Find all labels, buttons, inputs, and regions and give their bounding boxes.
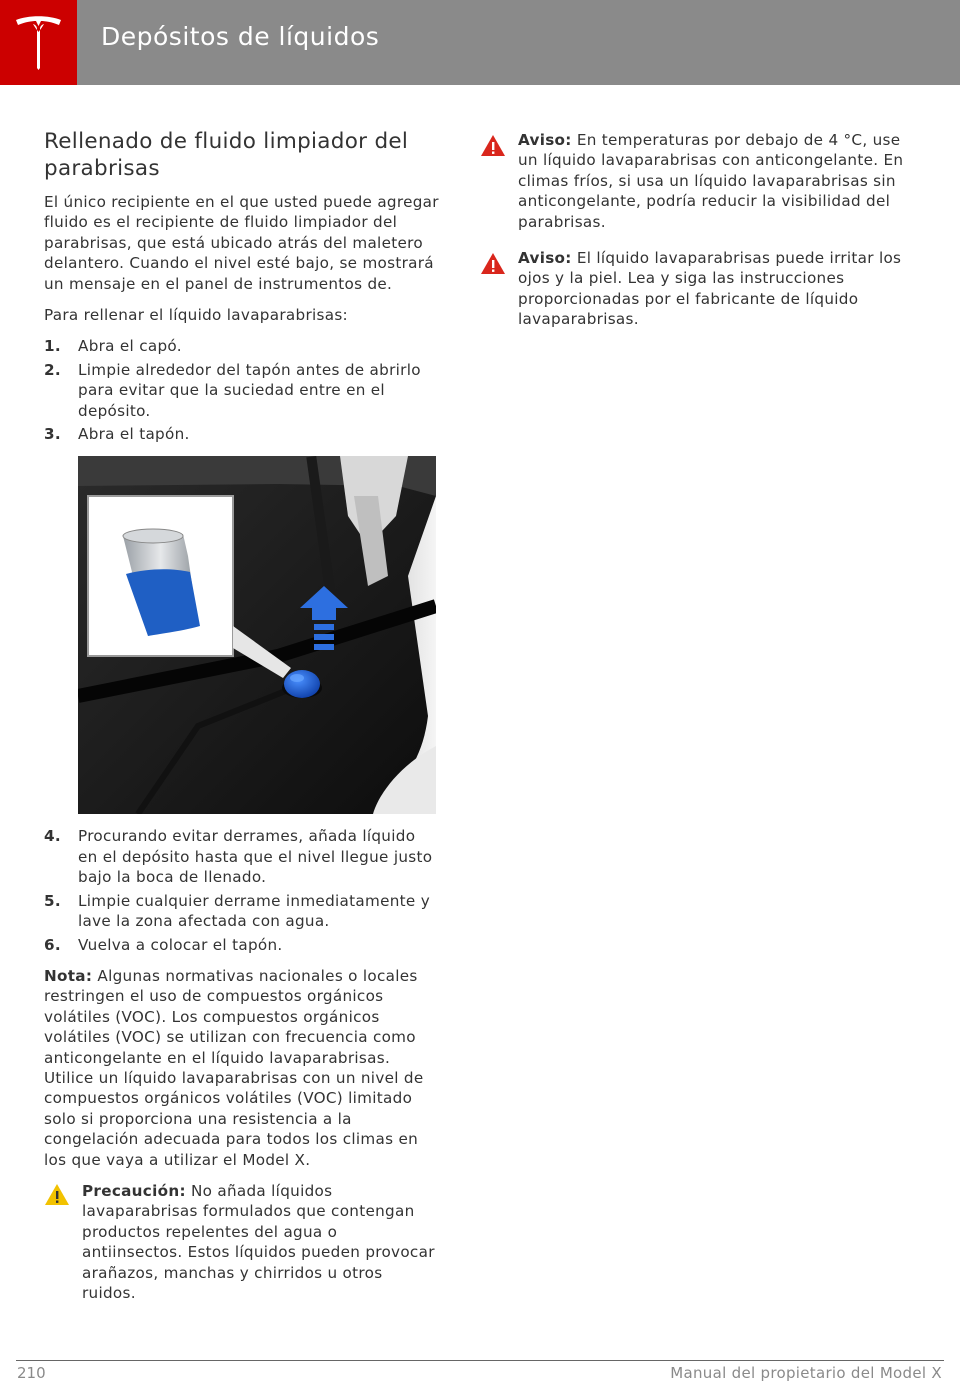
footer-divider	[16, 1360, 944, 1361]
intro-paragraph: El único recipiente en el que usted puede agregar fluido es el recipiente de fluido limpiador del parabrisas, que está ubicado atrás del maletero delantero. Cuando el nivel esté bajo, se mostrará un mensaje en el panel de instrumentos de.	[44, 193, 439, 293]
step-number: 2.	[44, 360, 61, 379]
list-item	[44, 891, 439, 932]
note-paragraph	[44, 966, 439, 1170]
section-heading: Rellenado de fluido limpiador del parabrisas	[44, 129, 409, 181]
step-text: Procurando evitar derrames, añada líquido en el depósito hasta que el nivel llegue justo bajo la boca de llenado.	[78, 827, 433, 887]
note-text: Algunas normativas nacionales o locales restringen el uso de compuestos orgánicos volátiles (VOC). Los compuestos orgánicos volátiles (VOC) se utilizan con frecuencia como anticongelante en el líquido lavaparabrisas. Utilice un líquido lavaparabrisas con un nivel de compuestos orgánicos volátiles (VOC) limitado solo si proporciona una resistencia a la congelación adecuada para todos los climas en los que vaya a utilizar el Model X.	[44, 966, 424, 1169]
warning-text: En temperaturas por debajo de 4 °C, use un líquido lavaparabrisas con anticongelante. En climas fríos, si usa un líquido lavaparabrisas sin anticongelante, podría reducir la visibilidad del parabrisas.	[518, 131, 904, 231]
warning-triangle-icon	[480, 252, 506, 275]
step-number: 1.	[44, 337, 61, 356]
page-header	[0, 0, 960, 85]
steps-lead-in: Para rellenar el líquido lavaparabrisas:	[44, 306, 348, 325]
caution-callout	[44, 1181, 439, 1303]
caution-triangle-icon	[44, 1183, 70, 1206]
list-item	[44, 424, 439, 444]
steps-list-first	[44, 336, 439, 444]
warning-label: Aviso:	[518, 249, 572, 268]
tesla-logo-icon	[14, 14, 63, 70]
step-number: 6.	[44, 935, 61, 954]
step-text: Vuelva a colocar el tapón.	[78, 935, 283, 954]
warning-triangle-icon	[480, 134, 506, 157]
list-item	[44, 826, 439, 887]
list-item	[44, 360, 439, 421]
step-text: Limpie alrededor del tapón antes de abrirlo para evitar que la suciedad entre en el depósito.	[78, 360, 421, 420]
step-text: Limpie cualquier derrame inmediatamente y lave la zona afectada con agua.	[78, 891, 430, 931]
step-number: 4.	[44, 827, 61, 846]
warning-label: Aviso:	[518, 131, 572, 149]
step-text: Abra el tapón.	[78, 425, 190, 444]
step-text: Abra el capó.	[78, 337, 182, 356]
manual-title: Manual del propietario del Model X	[670, 1364, 942, 1382]
step-number: 3.	[44, 425, 61, 444]
brand-logo	[0, 0, 77, 85]
warning-text: El líquido lavaparabrisas puede irritar los ojos y la piel. Lea y siga las instrucciones proporcionadas por el fabricante de líquido lavaparabrisas.	[518, 249, 902, 329]
caution-label: Precaución:	[82, 1181, 186, 1200]
left-column	[44, 128, 439, 1315]
note-label: Nota:	[44, 966, 93, 985]
steps-list-second	[44, 826, 439, 954]
warning-callout	[480, 130, 920, 232]
list-item	[44, 935, 439, 955]
step-number: 5.	[44, 891, 61, 910]
right-column	[480, 130, 920, 346]
warning-callout	[480, 248, 920, 330]
washer-reservoir-illustration	[78, 456, 436, 814]
caution-text: No añada líquidos lavaparabrisas formulados que contengan productos repelentes del agua o antiinsectos. Estos líquidos pueden provocar arañazos, manchas y chirridos u otros ruidos.	[82, 1181, 435, 1302]
list-item	[44, 336, 439, 356]
page-number: 210	[17, 1364, 46, 1382]
chapter-title: Depósitos de líquidos	[101, 22, 380, 51]
